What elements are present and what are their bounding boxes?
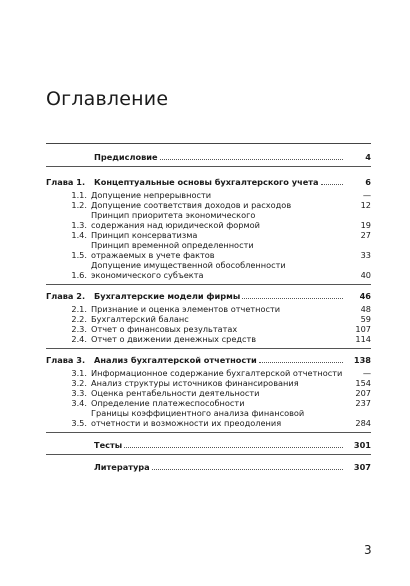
toc-title: Оценка рентабельности деятельности bbox=[91, 388, 260, 398]
toc-number: 3.1. bbox=[71, 368, 87, 378]
section-rule bbox=[46, 284, 371, 285]
toc-leader bbox=[259, 362, 343, 363]
toc-title: Принцип консерватизма bbox=[91, 230, 198, 240]
toc-title: Принцип временной определенности отражаемых в учете фактов bbox=[91, 240, 254, 260]
toc-number: 2.3. bbox=[71, 324, 87, 334]
toc-number: 2.1. bbox=[71, 304, 87, 314]
toc-title: Концептуальные основы бухгалтерского учета bbox=[94, 177, 319, 187]
toc-title: Отчет о финансовых результатах bbox=[91, 324, 238, 334]
toc-title: Отчет о движении денежных средств bbox=[91, 334, 257, 344]
toc-heading-row bbox=[46, 152, 371, 162]
toc-page: 301 bbox=[353, 440, 371, 450]
toc-page: 4 bbox=[365, 152, 371, 162]
toc-page: 207 bbox=[355, 388, 371, 398]
toc-title: Принцип приоритета экономического содержания над юридической формой bbox=[91, 210, 260, 230]
toc-title: Анализ бухгалтерской отчетности bbox=[94, 355, 257, 365]
toc-entry-row bbox=[46, 334, 371, 344]
toc-title: Бухгалтерский баланс bbox=[91, 314, 189, 324]
page-title: Оглавление bbox=[46, 88, 169, 110]
toc-page: 12 bbox=[360, 200, 371, 210]
toc-title: Информационное содержание бухгалтерской отчетности bbox=[91, 368, 343, 378]
toc-page: — bbox=[362, 368, 371, 378]
toc-title: Допущение соответствия доходов и расходов bbox=[91, 200, 292, 210]
toc-number: 1.2. bbox=[71, 200, 87, 210]
toc-number: Глава 2. bbox=[46, 291, 86, 301]
toc-entry-row bbox=[46, 324, 371, 334]
toc-leader bbox=[160, 159, 343, 160]
toc-page: 107 bbox=[355, 324, 371, 334]
toc-page: 138 bbox=[353, 355, 371, 365]
toc-page: 27 bbox=[360, 230, 371, 240]
section-rule bbox=[46, 166, 371, 167]
toc-number: 1.6. bbox=[71, 270, 87, 280]
toc-page: 284 bbox=[355, 418, 371, 428]
toc-number: 1.1. bbox=[71, 190, 87, 200]
toc-leader bbox=[124, 447, 343, 448]
toc-number: Глава 3. bbox=[46, 355, 86, 365]
toc-page: 307 bbox=[353, 462, 371, 472]
toc-entry-row bbox=[46, 260, 371, 280]
toc-page: 46 bbox=[359, 291, 371, 301]
toc-title: Границы коэффициентного анализа финансовой отчетности и возможности их преодоления bbox=[91, 408, 305, 428]
toc-page: 48 bbox=[360, 304, 371, 314]
toc-title: Определение платежеспособности bbox=[91, 398, 245, 408]
toc-title: Тесты bbox=[94, 440, 123, 450]
toc-entry-row bbox=[46, 408, 371, 428]
toc-entry-row bbox=[46, 200, 371, 210]
toc-entry-row bbox=[46, 190, 371, 200]
toc-entry-row bbox=[46, 314, 371, 324]
toc-page: 237 bbox=[355, 398, 371, 408]
toc-title: Анализ структуры источников финансирования bbox=[91, 378, 299, 388]
toc-title: Предисловие bbox=[94, 152, 158, 162]
toc-entry-row bbox=[46, 210, 371, 230]
section-rule bbox=[46, 432, 371, 433]
toc-page: 114 bbox=[355, 334, 371, 344]
toc-title: Признание и оценка элементов отчетности bbox=[91, 304, 281, 314]
toc-page: — bbox=[362, 190, 371, 200]
toc-heading-row bbox=[46, 440, 371, 450]
toc-number: 1.5. bbox=[71, 250, 87, 260]
toc-number: 3.3. bbox=[71, 388, 87, 398]
toc-number: 3.2. bbox=[71, 378, 87, 388]
toc-heading-row bbox=[46, 177, 371, 187]
toc-page: 33 bbox=[360, 250, 371, 260]
toc-entry-row bbox=[46, 368, 371, 378]
toc-entry-row bbox=[46, 240, 371, 260]
toc-entry-row bbox=[46, 304, 371, 314]
toc-page: 40 bbox=[360, 270, 371, 280]
toc-entry-row bbox=[46, 388, 371, 398]
toc-number: 3.4. bbox=[71, 398, 87, 408]
toc-entry-row bbox=[46, 230, 371, 240]
toc-number: 2.4. bbox=[71, 334, 87, 344]
toc-page: 59 bbox=[360, 314, 371, 324]
toc-page: 6 bbox=[365, 177, 371, 187]
toc-number: 3.5. bbox=[71, 418, 87, 428]
toc-number: 1.3. bbox=[71, 220, 87, 230]
toc-heading-row bbox=[46, 291, 371, 301]
toc-title: Литература bbox=[94, 462, 150, 472]
table-of-contents bbox=[46, 152, 371, 472]
toc-title: Бухгалтерские модели фирмы bbox=[94, 291, 241, 301]
toc-page: 19 bbox=[360, 220, 371, 230]
toc-title: Допущение имущественной обособленности экономического субъекта bbox=[91, 260, 286, 280]
toc-number: 1.4. bbox=[71, 230, 87, 240]
page-number: 3 bbox=[364, 543, 372, 557]
section-rule bbox=[46, 348, 371, 349]
toc-number: Глава 1. bbox=[46, 177, 86, 187]
toc-entry-row bbox=[46, 378, 371, 388]
toc-title: Допущение непрерывности bbox=[91, 190, 212, 200]
top-rule bbox=[46, 143, 371, 144]
section-rule bbox=[46, 454, 371, 455]
toc-page: 154 bbox=[355, 378, 371, 388]
toc-heading-row bbox=[46, 355, 371, 365]
toc-number: 2.2. bbox=[71, 314, 87, 324]
toc-leader bbox=[152, 469, 343, 470]
toc-entry-row bbox=[46, 398, 371, 408]
toc-heading-row bbox=[46, 462, 371, 472]
toc-leader bbox=[321, 184, 343, 185]
toc-leader bbox=[242, 298, 343, 299]
